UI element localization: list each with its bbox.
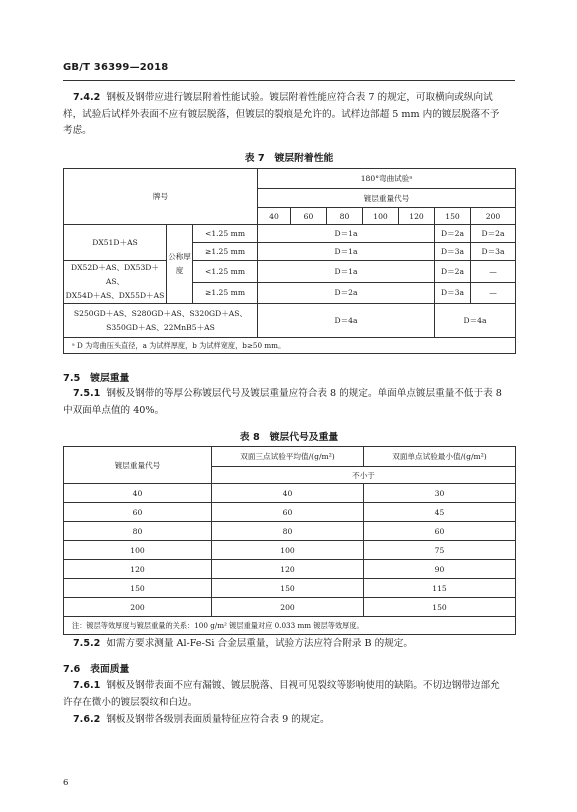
grade-cell xyxy=(64,304,258,338)
value-cell: D＝1a xyxy=(258,243,435,261)
table-row xyxy=(64,598,516,617)
clause-7-5-1 xyxy=(63,386,515,419)
value-cell: D＝3a xyxy=(471,243,516,261)
clause-text-line: 许存在微小的镀层裂纹和白边。 xyxy=(63,696,198,708)
grade-cell: DX51D＋AS xyxy=(64,225,167,261)
avg-cell: 100 xyxy=(212,541,364,560)
clause-number: 7.6.1 xyxy=(73,680,101,691)
min-cell: 150 xyxy=(364,598,516,617)
code-cell: 150 xyxy=(64,579,212,598)
clause-number: 7.4.2 xyxy=(73,92,101,103)
table-row xyxy=(64,579,516,598)
nominal-thickness-label: 公称厚度 xyxy=(168,252,191,275)
table-8-note: 注：镀层等效厚度与镀层重量的关系：100 g/m² 镀层重量对应 0.033 mm 镀层等效厚度。 xyxy=(64,617,516,635)
code-cell: 120 xyxy=(64,560,212,579)
table-row xyxy=(64,503,516,522)
table-8 xyxy=(63,446,516,635)
value-cell: — xyxy=(471,261,516,283)
table-row xyxy=(64,541,516,560)
clause-text-line: 样，试验后试样外表面不应有镀层脱落，但镀层的裂痕是允许的。试样边部超 5 mm 内的镀层脱落不予 xyxy=(63,108,500,120)
clause-number: 7.5.2 xyxy=(73,638,101,649)
code-cell: 40 xyxy=(258,208,291,225)
code-cell: 200 xyxy=(471,208,516,225)
clause-7-6-1 xyxy=(63,678,515,711)
min-cell: 60 xyxy=(364,522,516,541)
thickness-cell: <1.25 mm xyxy=(193,261,258,283)
grade-line: S350GD＋AS、22MnB5＋AS xyxy=(106,322,215,332)
value-cell: D＝1a xyxy=(258,261,435,283)
avg-cell: 60 xyxy=(212,503,364,522)
section-7-5-heading: 7.5 镀层重量 xyxy=(63,373,130,384)
value-cell: — xyxy=(471,282,516,304)
clause-7-6-2 xyxy=(63,712,515,729)
clause-text-line: 钢板及钢带各级别表面质量特征应符合表 9 的规定。 xyxy=(106,714,330,725)
value-cell: D＝4a xyxy=(435,304,516,338)
avg-cell: 200 xyxy=(212,598,364,617)
table-row xyxy=(64,261,516,283)
grade-line: DX54D＋AS、DX55D＋AS xyxy=(65,291,165,300)
table-7-footnote: ᵃ D 为弯曲压头直径，a 为试样厚度，b 为试样宽度，b≥50 mm。 xyxy=(64,338,516,354)
clause-number: 7.6.2 xyxy=(73,714,101,725)
avg-cell: 150 xyxy=(212,579,364,598)
col-header-coating-code: 镀层重量代号 xyxy=(258,189,516,208)
min-cell: 90 xyxy=(364,560,516,579)
clause-text-line: 钢板及钢带应进行镀层附着性能试验。镀层附着性能应符合表 7 的规定，可取横向或纵向试 xyxy=(106,92,493,103)
clause-text-line: 钢板及钢带表面不应有漏镀、镀层脱落、目视可见裂纹等影响使用的缺陷。不切边钢带边部允 xyxy=(106,680,500,691)
avg-cell: 40 xyxy=(212,484,364,503)
code-cell: 100 xyxy=(363,208,399,225)
min-cell: 75 xyxy=(364,541,516,560)
table-row xyxy=(64,522,516,541)
code-cell: 150 xyxy=(435,208,471,225)
grade-cell xyxy=(64,261,167,304)
code-cell: 60 xyxy=(291,208,327,225)
clause-text-line: 中双面单点值的 40%。 xyxy=(63,404,165,416)
code-cell: 60 xyxy=(64,503,212,522)
code-cell: 120 xyxy=(399,208,435,225)
code-cell: 100 xyxy=(64,541,212,560)
col-header-min: 双面单点试验最小值/(g/m²) xyxy=(364,447,516,467)
clause-text-line: 考虑。 xyxy=(63,125,92,136)
col-header-bend-test: 180°弯曲试验ᵃ xyxy=(258,169,516,189)
code-cell: 200 xyxy=(64,598,212,617)
value-cell: D＝2a xyxy=(435,225,471,243)
col-header-coating-code: 镀层重量代号 xyxy=(64,447,212,484)
table-row xyxy=(64,560,516,579)
thickness-cell: ≥1.25 mm xyxy=(193,243,258,261)
nominal-thickness-cell xyxy=(167,225,193,304)
code-cell: 80 xyxy=(327,208,363,225)
sub-header-not-less-than: 不小于 xyxy=(212,467,516,484)
thickness-cell: <1.25 mm xyxy=(193,225,258,243)
min-cell: 30 xyxy=(364,484,516,503)
standard-number: GB/T 36399—2018 xyxy=(63,62,169,73)
clause-7-4-2 xyxy=(63,90,515,140)
clause-text-line: 钢板及钢带的等厚公称镀层代号及镀层重量应符合表 8 的规定。单面单点镀层重量不低于表 8 xyxy=(106,388,502,399)
code-cell: 80 xyxy=(64,522,212,541)
table-7-caption: 表 7 镀层附着性能 xyxy=(244,153,334,164)
clause-number: 7.5.1 xyxy=(73,388,101,399)
value-cell: D＝2a xyxy=(258,282,435,304)
avg-cell: 80 xyxy=(212,522,364,541)
value-cell: D＝1a xyxy=(258,225,435,243)
header-rule xyxy=(63,80,515,81)
value-cell: D＝2a xyxy=(471,225,516,243)
grade-line: S250GD＋AS、S280GD＋AS、S320GD＋AS、 xyxy=(73,308,248,318)
table-8-caption: 表 8 镀层代号及重量 xyxy=(239,432,339,443)
value-cell: D＝4a xyxy=(258,304,435,338)
clause-text-line: 如需方要求测量 Al-Fe-Si 合金层重量，试验方法应符合附录 B 的规定。 xyxy=(106,638,413,649)
min-cell: 45 xyxy=(364,503,516,522)
table-row xyxy=(64,304,516,338)
clause-7-5-2 xyxy=(63,636,515,653)
table-row xyxy=(64,225,516,243)
col-header-grade: 牌号 xyxy=(64,169,258,225)
table-7 xyxy=(63,168,516,354)
value-cell: D＝3a xyxy=(435,243,471,261)
table-row xyxy=(64,484,516,503)
page-number: 6 xyxy=(63,778,69,788)
col-header-avg: 双面三点试验平均值/(g/m²) xyxy=(212,447,364,467)
section-7-6-heading: 7.6 表面质量 xyxy=(63,664,130,675)
thickness-cell: ≥1.25 mm xyxy=(193,282,258,304)
min-cell: 115 xyxy=(364,579,516,598)
avg-cell: 120 xyxy=(212,560,364,579)
code-cell: 40 xyxy=(64,484,212,503)
value-cell: D＝3a xyxy=(435,282,471,304)
value-cell: D＝2a xyxy=(435,261,471,283)
grade-line: DX52D＋AS、DX53D＋AS、 xyxy=(71,263,159,286)
